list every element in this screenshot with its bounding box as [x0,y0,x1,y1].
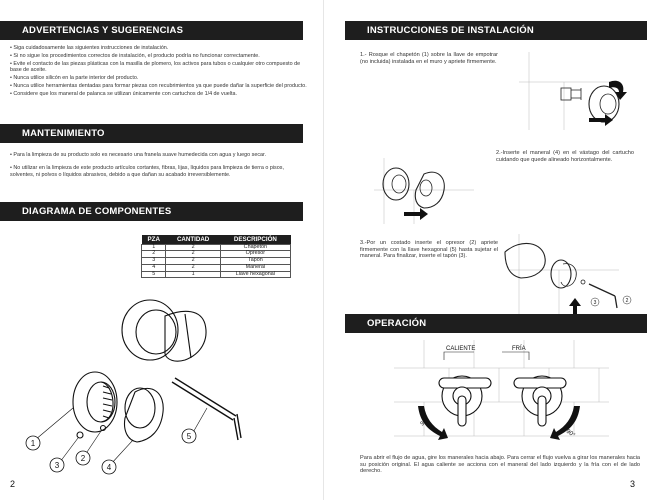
step2-illustration [374,140,484,225]
angle-left-label: 90° [419,417,431,428]
table-row [142,258,291,265]
cold-label: FRÍA [512,346,526,352]
table-cell: Llave hexagonal [220,271,290,278]
table-cell: 1 [142,244,166,251]
table-cell: 2 [142,251,166,258]
plug-part [77,432,83,438]
table-cell: Opresor [220,251,290,258]
install-step-1: 1.- Rosque el chapetón (1) sobre la llave de empotrar (no incluida) instalada en el muro y apriete firmemente. [360,52,498,65]
operation-text: Para abrir el flujo de agua, gire los manerales hacia abajo. Para cerrar el flujo vuelva a girar los manerales hacia su posición original. El agua caliente se acciona con el maneral del lado izquierdo y la fría con el de lado derecho. [360,455,640,475]
table-row [142,271,291,278]
callout-3: 3 [593,300,597,306]
table-cell: Maneral [220,264,290,271]
maintenance-header [0,124,303,143]
step3-illustration [499,230,639,320]
table-cell: 5 [142,271,166,278]
angle-right-label: 90° [564,428,576,439]
components-table-header [142,235,291,244]
warning-item: • Si no sigue los procedimientos correctos de instalación, el producto podría no funcionar correctamente. [10,52,260,59]
warning-item: • Nunca utilice herramientas dentadas para formar piezas con recubrimientos ya que puede dañar la superficie del producto. [10,83,307,90]
table-cell: 2 [166,264,220,271]
installation-title: INSTRUCCIONES DE INSTALACIÓN [367,25,534,36]
maintenance-list [10,152,308,180]
handle-part [125,388,164,442]
table-cell: Tapón [220,258,290,265]
warning-item: • Considere que los maneral de palanca se utilizan únicamente con cartuchos de 1/4 de vuelta. [10,90,237,97]
table-cell: 2 [166,251,220,258]
operation-header [345,314,647,333]
assembled-handle-illustration [122,300,206,361]
components-table [141,235,291,278]
callout-2: 2 [625,298,629,304]
warnings-header [0,21,303,40]
operation-illustration [384,340,614,445]
table-cell: 1 [166,271,220,278]
installation-header [345,21,647,40]
callout-5: 5 [186,432,192,441]
install-step-3: 3.-Por un costado inserte el opresor (2) apriete firmemente con la llave hexagonal (5) hasta sujetar el maneral. Para finalizar, inserte el tapón (3). [360,240,498,260]
components-header [0,202,303,221]
step1-illustration [509,42,639,132]
page-number-left: 2 [10,479,16,489]
table-row [142,244,291,251]
callout-3: 3 [54,461,60,470]
table-cell: 3 [142,258,166,265]
warnings-title: ADVERTENCIAS Y SUGERENCIAS [22,25,184,36]
right-page [324,0,647,500]
callout-4: 4 [106,463,112,472]
components-diagram [15,290,315,480]
col-header-pza: PZA [142,235,166,244]
warning-item: • Evite el contacto de las piezas plásticas con la masilla de plomero, los activos para tubos o cualquier otro compuesto de base de aceite. [10,60,301,74]
col-header-descripcion: DESCRIPCIÓN [220,235,290,244]
install-step-2: 2.-Inserte el maneral (4) en el vástago del cartucho cuidando que quede alineado horizontalmente. [496,150,634,163]
col-header-cantidad: CANTIDAD [166,235,220,244]
maintenance-title: MANTENIMIENTO [22,128,105,139]
warning-item: • Nunca utilice silicón en la parte interior del producto. [10,75,139,82]
components-title: DIAGRAMA DE COMPONENTES [22,206,172,217]
table-cell: Chapetón [220,244,290,251]
table-row [142,251,291,258]
maintenance-item: • No utilizar en la limpieza de este producto artículos cortantes, fibras, lijas, líquidos para limpieza de tierra o pisos, solventes, ni polvos o líquidos abrasivos, debido a que dañan su acabado irreversiblemente. [10,165,284,178]
table-cell: 4 [142,264,166,271]
table-cell: 2 [166,244,220,251]
hot-label: CALIENTE [446,346,476,352]
left-page [0,0,323,500]
maintenance-item: • Para la limpieza de su producto solo es necesario una franela suave humedecida con agua y luego secar. [10,152,267,158]
warnings-list [10,45,308,99]
callout-2: 2 [80,454,86,463]
callout-1: 1 [30,439,36,448]
table-cell: 2 [166,258,220,265]
push-arrow-icon [404,208,428,220]
escutcheon-part [73,372,117,432]
page-number-right: 3 [630,479,636,489]
operation-title: OPERACIÓN [367,318,427,329]
warning-item: • Siga cuidadosamente las siguientes instrucciones de instalación. [10,45,169,51]
